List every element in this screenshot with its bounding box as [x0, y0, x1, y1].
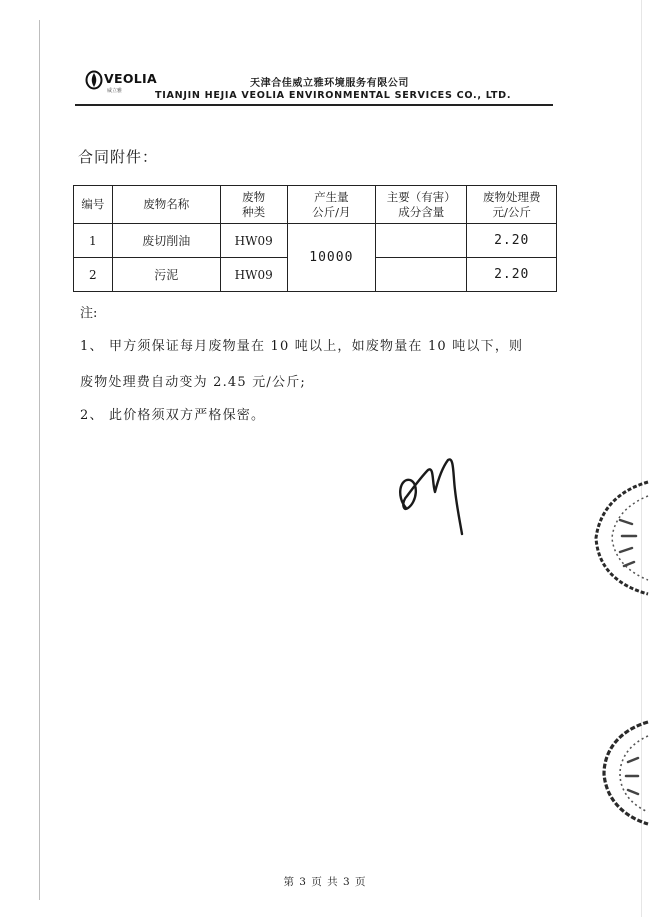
header-comp-line1: 主要（有害） [386, 189, 456, 204]
notes-label: 注: [80, 306, 98, 321]
company-seal-stamp-icon [590, 718, 650, 828]
row-name: 废切削油 [112, 224, 220, 258]
row-type: HW09 [220, 224, 287, 258]
header-name: 废物名称 [112, 186, 220, 224]
header-type-line2: 种类 [242, 204, 266, 219]
header-type [220, 186, 287, 224]
header-price [467, 186, 557, 224]
table-header-row [74, 186, 557, 224]
company-name-en: TIANJIN HEJIA VEOLIA ENVIRONMENTAL SERVICES CO., LTD. [155, 90, 512, 101]
company-seal-stamp-icon [580, 478, 650, 598]
row-composition [376, 258, 467, 292]
logo-subtext: 威立雅 [107, 88, 123, 94]
header-composition [376, 186, 467, 224]
veolia-logo-mark-icon [85, 70, 103, 90]
header-comp-line2: 成分含量 [398, 204, 445, 219]
company-name-cn: 天津合佳威立雅环境服务有限公司 [250, 78, 409, 89]
header-rule [75, 104, 553, 106]
header-qty-line2: 公斤/月 [312, 204, 351, 219]
row-name: 污泥 [112, 258, 220, 292]
note-item-1-line-1: 1、 甲方须保证每月废物量在 10 吨以上，如废物量在 10 吨以下，则 [80, 339, 524, 354]
header-price-line1: 废物处理费 [482, 189, 541, 204]
header-type-line1: 废物 [242, 189, 266, 204]
row-price: 2.20 [467, 258, 557, 292]
waste-table [73, 185, 557, 292]
header-qty [287, 186, 376, 224]
row-composition [376, 224, 467, 258]
document-title: 合同附件： [78, 148, 159, 166]
table-row [74, 224, 557, 258]
page-footer: 第 3 页 共 3 页 [283, 876, 367, 888]
row-price: 2.20 [467, 224, 557, 258]
row-type: HW09 [220, 258, 287, 292]
note-item-2: 2、 此价格须双方严格保密。 [80, 408, 266, 423]
row-no: 2 [74, 258, 113, 292]
handwritten-signature [392, 450, 472, 540]
header-price-line2: 元/公斤 [492, 204, 531, 219]
header-qty-line1: 产生量 [314, 189, 349, 204]
logo-text: VEOLIA [104, 71, 157, 86]
shared-quantity: 10000 [287, 224, 376, 292]
row-no: 1 [74, 224, 113, 258]
veolia-logo [85, 68, 155, 94]
scan-edge-line [39, 20, 40, 900]
note-item-1-line-2: 废物处理费自动变为 2.45 元/公斤; [80, 375, 306, 390]
header-no: 编号 [74, 186, 113, 224]
